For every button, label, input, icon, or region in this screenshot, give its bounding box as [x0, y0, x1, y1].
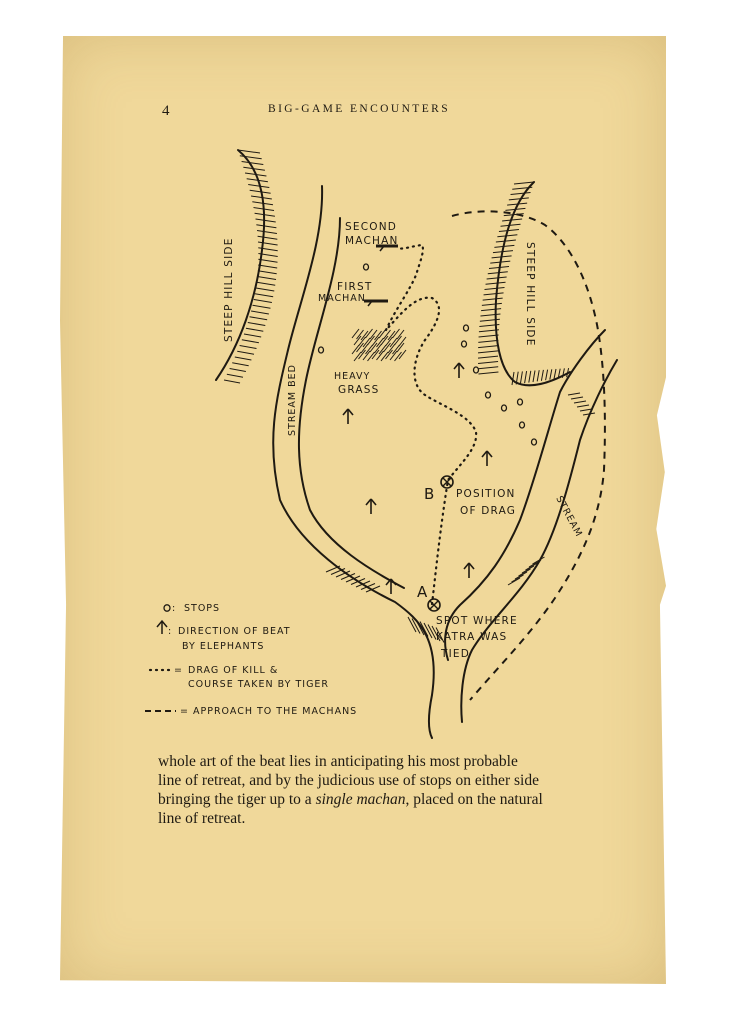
- label-stream-bed: STREAM BED: [287, 364, 298, 436]
- label-spot-2: KATRA WAS: [436, 631, 508, 643]
- stream-outer-bank: [461, 360, 617, 722]
- legend-drag-text-2: COURSE TAKEN BY TIGER: [188, 679, 330, 690]
- legend-approach-text: APPROACH TO THE MACHANS: [193, 706, 358, 717]
- point-b-marker: [441, 476, 453, 488]
- label-heavy-grass-1: HEAVY: [334, 371, 371, 382]
- point-a-marker: [428, 599, 440, 611]
- map-legend: [145, 603, 357, 717]
- label-spot-1: SPOT WHERE: [436, 615, 518, 627]
- legend-stops-text: STOPS: [184, 603, 221, 614]
- legend-beat-colon: :: [168, 626, 173, 637]
- heavy-grass-patch: [352, 329, 406, 361]
- body-line-2: line of retreat, and by the judicious use of stops on either side: [158, 772, 539, 789]
- label-stream: STREAM: [553, 494, 585, 540]
- legend-beat-text-1: DIRECTION OF BEAT: [178, 626, 291, 637]
- page-number: 4: [162, 103, 170, 119]
- label-position-of-drag-2: OF DRAG: [460, 505, 517, 517]
- label-second-machan-1: SECOND: [345, 221, 398, 233]
- legend-drag-text-1: DRAG OF KILL &: [188, 665, 279, 676]
- body-emphasis-single-machan: single machan: [315, 791, 406, 808]
- body-line-1: whole art of the beat lies in anticipating his most probable: [158, 753, 518, 770]
- body-line-3-pre: bringing the tiger up to a: [158, 791, 316, 808]
- beat-arrows: [343, 363, 492, 594]
- label-steep-hill-right: STEEP HILL SIDE: [524, 242, 536, 347]
- stream-bed-outer-bank: [273, 186, 434, 738]
- label-first-machan-1: FIRST: [337, 281, 373, 293]
- label-spot-3: TIED: [441, 648, 471, 660]
- legend-arrow-symbol: [157, 621, 167, 634]
- label-position-of-drag-1: POSITION: [456, 488, 516, 500]
- running-head: BIG-GAME ENCOUNTERS: [268, 103, 450, 115]
- label-first-machan-2: MACHAN: [318, 293, 366, 304]
- body-line-3-post: , placed on the natural: [405, 791, 543, 808]
- legend-drag-colon: =: [174, 665, 183, 676]
- label-point-a: A: [417, 583, 428, 601]
- body-line-4: line of retreat.: [158, 810, 246, 827]
- label-steep-hill-left: STEEP HILL SIDE: [223, 237, 235, 342]
- legend-beat-text-2: BY ELEPHANTS: [182, 641, 265, 652]
- legend-approach-colon: =: [180, 706, 189, 717]
- legend-stop-symbol: [164, 605, 170, 611]
- body-line-3: [158, 790, 608, 809]
- drag-course-dotted: [386, 245, 476, 604]
- stream-bed-inner-bank: [299, 218, 404, 588]
- label-heavy-grass-2: GRASS: [338, 384, 380, 396]
- first-machan-marker: [364, 301, 388, 306]
- body-paragraph: [158, 752, 608, 828]
- legend-stops-colon: :: [172, 603, 177, 614]
- right-hill-hatching: [478, 182, 569, 385]
- label-point-b: B: [424, 485, 435, 503]
- label-second-machan-2: MACHAN: [345, 235, 399, 247]
